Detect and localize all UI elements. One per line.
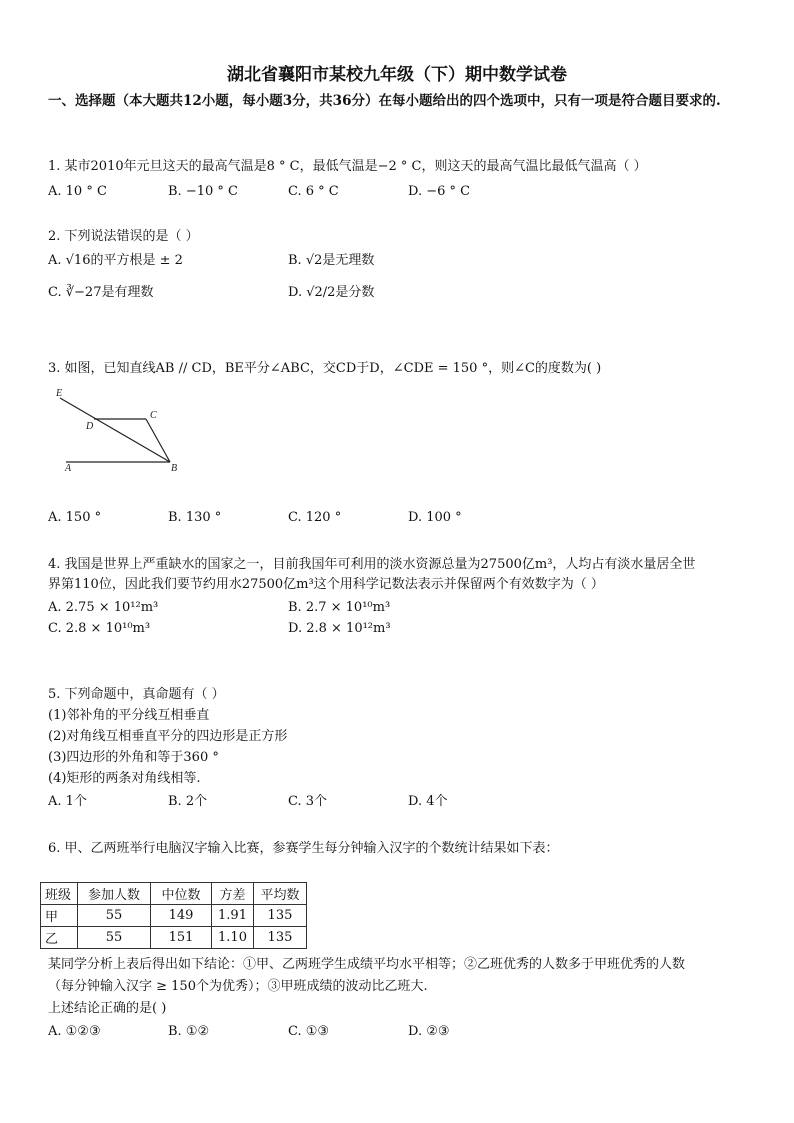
q5-option-d: D. 4个 xyxy=(408,794,448,809)
q4-option-a: A. 2.75 × 10¹²m³ xyxy=(48,600,159,615)
q2-option-d: D. √2/2是分数 xyxy=(288,285,375,300)
table-cell: 1.10 xyxy=(212,927,254,949)
table-cell: 151 xyxy=(151,927,212,949)
q3-stem: 3. 如图，已知直线AB // CD，BE平分∠ABC，交CD于D，∠CDE = 150 °，则∠C的度数为( ) xyxy=(48,361,602,376)
table-cell: 135 xyxy=(253,927,306,949)
q4-option-d: D. 2.8 × 10¹²m³ xyxy=(288,621,391,636)
q1-option-b: B. −10 ° C xyxy=(168,184,238,199)
q1-option-a: A. 10 ° C xyxy=(48,184,107,199)
table-header: 平均数 xyxy=(253,883,306,905)
q4-stem-line1: 4. 我国是世界上严重缺水的国家之一，目前我国年可利用的淡水资源总量为27500亿m³，人均占有淡水量居全世 xyxy=(48,557,696,572)
page-title: 湖北省襄阳市某校九年级（下）期中数学试卷 xyxy=(227,65,567,85)
section-heading: 一、选择题（本大题共12小题，每小题3分，共36分）在每小题给出的四个选项中，只有一项是符合题目要求的. xyxy=(48,93,721,109)
label-b: B xyxy=(171,463,178,474)
q6-option-d: D. ②③ xyxy=(408,1024,450,1039)
q6-analysis-line2: （每分钟输入汉字 ≥ 150个为优秀）；③甲班成绩的波动比乙班大. xyxy=(48,979,428,994)
q5-option-a: A. 1个 xyxy=(48,794,87,809)
q2-option-c: C. ∛−27是有理数 xyxy=(48,285,154,300)
q6-option-a: A. ①②③ xyxy=(48,1024,101,1039)
q3-option-a: A. 150 ° xyxy=(48,510,102,525)
q5-option-b: B. 2个 xyxy=(168,794,208,809)
table-cell: 甲 xyxy=(41,905,78,927)
q5-item-2: (2)对角线互相垂直平分的四边形是正方形 xyxy=(48,729,288,744)
q6-analysis-line1: 某同学分析上表后得出如下结论：①甲、乙两班学生成绩平均水平相等；②乙班优秀的人数多于甲班优秀的人数 xyxy=(48,957,686,972)
table-header: 参加人数 xyxy=(78,883,151,905)
label-a: A xyxy=(65,463,72,474)
table-header-row xyxy=(41,883,307,905)
q3-option-d: D. 100 ° xyxy=(408,510,462,525)
q4-option-b: B. 2.7 × 10¹⁰m³ xyxy=(288,600,391,615)
q4-stem-line2: 界第110位，因此我们要节约用水27500亿m³这个用科学记数法表示并保留两个有效数字为（ ） xyxy=(48,577,604,592)
q1-stem: 1. 某市2010年元旦这天的最高气温是8 ° C，最低气温是−2 ° C，则这天的最高气温比最低气温高（ ） xyxy=(48,159,647,174)
table-cell: 55 xyxy=(78,927,151,949)
q6-question: 上述结论正确的是( ) xyxy=(48,1001,167,1016)
q3-option-c: C. 120 ° xyxy=(288,510,342,525)
q3-option-b: B. 130 ° xyxy=(168,510,222,525)
q3-geometry-figure xyxy=(48,382,188,474)
q6-option-b: B. ①② xyxy=(168,1024,210,1039)
table-cell: 1.91 xyxy=(212,905,254,927)
q2-option-a: A. √16的平方根是 ± 2 xyxy=(48,253,183,268)
q6-stats-table xyxy=(40,882,307,949)
table-row xyxy=(41,905,307,927)
table-cell: 149 xyxy=(151,905,212,927)
table-row xyxy=(41,927,307,949)
label-d: D xyxy=(86,421,94,432)
q1-option-c: C. 6 ° C xyxy=(288,184,339,199)
table-cell: 乙 xyxy=(41,927,78,949)
q5-item-3: (3)四边形的外角和等于360 ° xyxy=(48,750,219,765)
q5-item-1: (1)邻补角的平分线互相垂直 xyxy=(48,708,210,723)
line-eb xyxy=(60,398,170,462)
table-header: 班级 xyxy=(41,883,78,905)
q5-option-c: C. 3个 xyxy=(288,794,328,809)
q2-stem: 2. 下列说法错误的是（ ） xyxy=(48,229,199,244)
label-c: C xyxy=(150,410,157,421)
q6-stem: 6. 甲、乙两班举行电脑汉字输入比赛，参赛学生每分钟输入汉字的个数统计结果如下表： xyxy=(48,841,559,856)
table-header: 中位数 xyxy=(151,883,212,905)
table-cell: 55 xyxy=(78,905,151,927)
q4-option-c: C. 2.8 × 10¹⁰m³ xyxy=(48,621,151,636)
table-header: 方差 xyxy=(212,883,254,905)
q5-stem: 5. 下列命题中，真命题有（ ） xyxy=(48,687,225,702)
q2-option-b: B. √2是无理数 xyxy=(288,253,375,268)
q5-item-4: (4)矩形的两条对角线相等. xyxy=(48,771,201,786)
q1-option-d: D. −6 ° C xyxy=(408,184,471,199)
table-cell: 135 xyxy=(253,905,306,927)
label-e: E xyxy=(56,388,63,399)
q6-option-c: C. ①③ xyxy=(288,1024,330,1039)
